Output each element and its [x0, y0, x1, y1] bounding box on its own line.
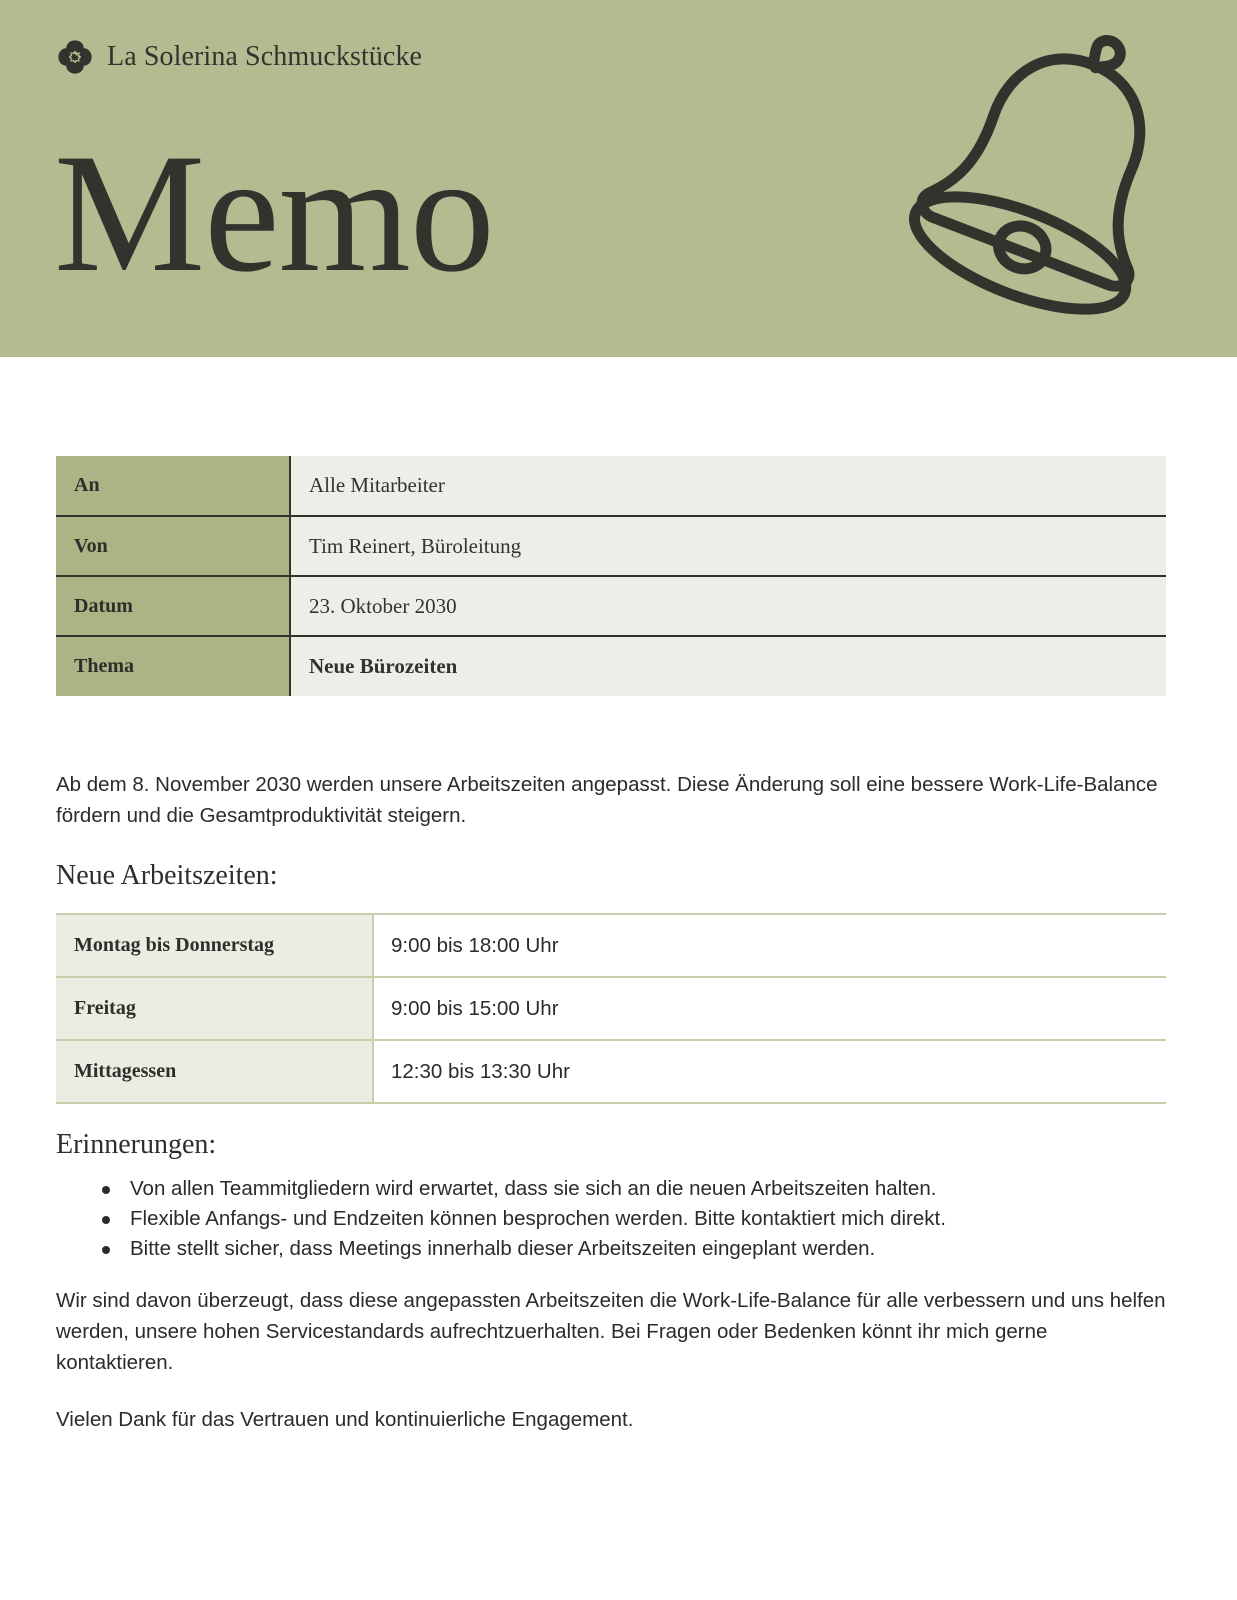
info-label-thema: Thema: [56, 636, 290, 696]
info-value-datum: 23. Oktober 2030: [290, 576, 1166, 636]
info-label-von: Von: [56, 516, 290, 576]
table-row: [56, 914, 1166, 977]
page-title: Memo: [54, 119, 494, 307]
memo-header-band: [0, 0, 1237, 357]
reminders-list: [56, 1174, 1181, 1264]
brand-name: La Solerina Schmuckstücke: [107, 41, 423, 72]
closing-paragraph: Wir sind davon überzeugt, dass diese angepassten Arbeitszeiten die Work-Life-Balance für alle verbessern und uns helfen werden, unsere hohen Servicestandards aufrechtzuerhalten. Bei Fragen oder Bedenken könnt ihr mich gerne kontaktieren.: [56, 1289, 1166, 1374]
schedule-label-freitag: Freitag: [56, 977, 373, 1040]
memo-body: [0, 456, 1237, 1435]
info-value-von: Tim Reinert, Büroleitung: [290, 516, 1166, 576]
schedule-label-mon-thu: Montag bis Donnerstag: [56, 914, 373, 977]
table-row: [56, 516, 1166, 576]
schedule-value-mon-thu: 9:00 bis 18:00 Uhr: [373, 914, 1166, 977]
bell-illustration-icon: [897, 18, 1197, 348]
info-value-an: Alle Mitarbeiter: [290, 456, 1166, 516]
bell-icon-svg: [897, 18, 1197, 348]
info-label-datum: Datum: [56, 576, 290, 636]
table-row: [56, 456, 1166, 516]
reminders-heading: Erinnerungen:: [56, 1129, 217, 1160]
info-value-thema: Neue Bürozeiten: [290, 636, 1166, 696]
brand-lockup: [56, 38, 422, 76]
table-row: [56, 977, 1166, 1040]
list-item: Bitte stellt sicher, dass Meetings innerhalb dieser Arbeitszeiten eingeplant werden.: [102, 1234, 1181, 1264]
table-row: [56, 1040, 1166, 1103]
list-item: Von allen Teammitgliedern wird erwartet, dass sie sich an die neuen Arbeitszeiten halten.: [102, 1174, 1181, 1204]
schedule-table: [56, 913, 1166, 1104]
flower-clover-logo-icon: [56, 38, 94, 76]
schedule-heading: Neue Arbeitszeiten:: [56, 860, 278, 891]
info-label-an: An: [56, 456, 290, 516]
list-item: Flexible Anfangs- und Endzeiten können besprochen werden. Bitte kontaktiert mich direkt.: [102, 1204, 1181, 1234]
intro-paragraph: Ab dem 8. November 2030 werden unsere Arbeitszeiten angepasst. Diese Änderung soll eine bessere Work-Life-Balance fördern und die Gesamtproduktivität steigern.: [56, 773, 1158, 827]
thanks-paragraph: Vielen Dank für das Vertrauen und kontinuierliche Engagement.: [56, 1408, 634, 1431]
memo-info-table: [56, 456, 1166, 696]
table-row: [56, 636, 1166, 696]
schedule-value-freitag: 9:00 bis 15:00 Uhr: [373, 977, 1166, 1040]
schedule-value-mittagessen: 12:30 bis 13:30 Uhr: [373, 1040, 1166, 1103]
table-row: [56, 576, 1166, 636]
schedule-label-mittagessen: Mittagessen: [56, 1040, 373, 1103]
